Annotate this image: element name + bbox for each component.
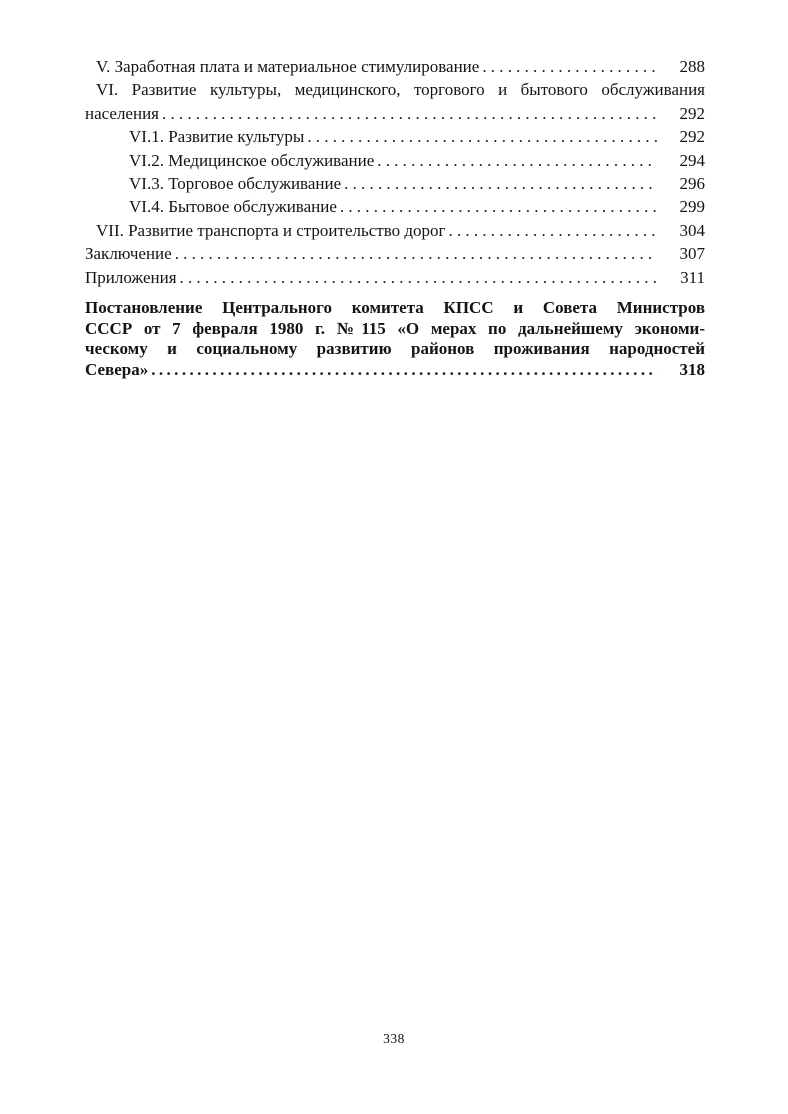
toc-page-number: 288 <box>679 57 705 76</box>
toc-entry <box>85 149 705 172</box>
toc-page-number: 318 <box>679 360 705 380</box>
toc-entry-label: VI. Развитие культуры, медицинского, торгового и бытового обслуживания <box>96 80 705 100</box>
decree-entry-text: ческому и социальному развитию районов проживания народностей <box>85 339 705 359</box>
toc-entry <box>85 266 705 289</box>
table-of-contents <box>85 55 705 381</box>
toc-entry <box>85 172 705 195</box>
toc-entry <box>85 219 705 242</box>
dot-leader <box>482 55 657 78</box>
dot-leader <box>175 242 657 265</box>
decree-entry-text: Постановление Центрального комитета КПСС и Совета Министров <box>85 298 705 318</box>
dot-leader <box>307 125 657 148</box>
toc-entry-label: V. Заработная плата и материальное стимулирование <box>96 57 480 76</box>
toc-entry <box>85 125 705 148</box>
decree-entry-last-line <box>85 360 705 381</box>
toc-entry <box>85 78 705 101</box>
dot-leader <box>162 102 657 125</box>
decree-entry <box>85 298 705 381</box>
decree-entry-line <box>85 319 705 340</box>
toc-page-number: 311 <box>680 267 705 287</box>
toc-entry <box>85 55 705 78</box>
toc-page-number: 299 <box>679 197 705 217</box>
dot-leader <box>180 266 657 289</box>
dot-leader <box>344 172 657 195</box>
toc-entry-label: VII. Развитие транспорта и строительство дорог <box>96 220 446 240</box>
toc-entry-label: Приложения <box>85 267 177 287</box>
decree-entry-text: Севера» <box>85 360 149 380</box>
toc-page-number: 304 <box>679 220 705 240</box>
decree-entry-text: СССР от 7 февраля 1980 г. №115 «О мерах по дальнейшему экономи- <box>85 318 705 338</box>
dot-leader <box>340 195 657 218</box>
toc-entry <box>85 195 705 218</box>
toc-entry-label: населения <box>85 103 159 123</box>
dot-leader <box>449 219 658 242</box>
page-number-footer: 338 <box>383 1031 405 1046</box>
toc-entry-label: VI.3. Торговое обслуживание <box>129 174 342 194</box>
toc-entry <box>85 102 705 125</box>
toc-page-number: 296 <box>679 174 705 194</box>
toc-page-number: 292 <box>679 127 705 147</box>
toc-entry-label: VI.2. Медицинское обслуживание <box>129 150 375 170</box>
toc-entry-label: VI.1. Развитие культуры <box>129 127 305 147</box>
toc-entry-label: Заключение <box>85 244 172 264</box>
decree-entry-line <box>85 298 705 319</box>
decree-entry-line <box>85 339 705 360</box>
toc-entry <box>85 242 705 265</box>
dot-leader <box>377 149 657 172</box>
dot-leader <box>151 360 657 381</box>
toc-entry-label: VI.4. Бытовое обслуживание <box>129 197 337 217</box>
toc-page-number: 307 <box>679 244 705 264</box>
toc-page-number: 292 <box>679 103 705 123</box>
toc-page-number: 294 <box>679 150 705 170</box>
